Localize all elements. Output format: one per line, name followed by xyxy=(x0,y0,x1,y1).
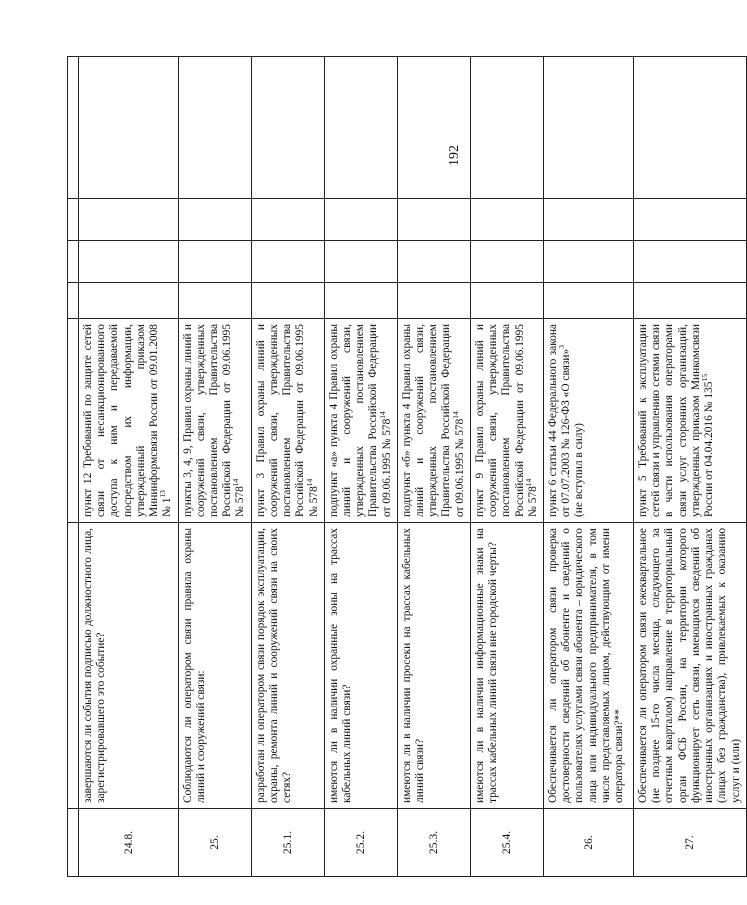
header-cell xyxy=(68,523,79,809)
question-cell: Соблюдаются ли оператором связи правила охраны линий и сооружений связи: xyxy=(178,523,251,809)
note-cell xyxy=(251,57,324,199)
table-header-row xyxy=(68,57,79,877)
answer-cell xyxy=(178,283,251,319)
header-cell xyxy=(68,283,79,319)
table-row xyxy=(634,57,747,877)
question-cell: разработан ли оператором связи порядок эксплуатации, охраны, ремонта линий и сооружений связи на своих сетях? xyxy=(251,523,324,809)
table-row xyxy=(397,57,470,877)
footnote-mark: 13 xyxy=(158,490,168,498)
reference-text: пункт 3 Правил охраны линий и сооружений связи, утвержденных постановлением Правительства Российской Федерации от 09.06.1995 № 578 xyxy=(254,324,320,517)
table-row xyxy=(79,57,179,877)
note-cell xyxy=(79,57,179,199)
row-number: 25.3. xyxy=(397,809,470,877)
footnote-mark: 3 xyxy=(557,345,567,349)
answer-cell xyxy=(634,241,747,283)
answer-cell xyxy=(470,283,543,319)
question-cell: Обеспечивается ли оператором связи проверка достоверности сведений об абоненте и сведений о пользователях услугами связи абонента – юридического лица или индивидуального предпринимателя, в том числе представляемых лицом, действующим от имени оператора связи?** xyxy=(544,523,634,809)
answer-cell xyxy=(178,241,251,283)
checklist-table xyxy=(67,56,747,877)
answer-cell xyxy=(544,283,634,319)
table-row xyxy=(544,57,634,877)
question-cell: имеются ли в наличии информационные знаки на трассах кабельных линий связи вне городской черты? xyxy=(470,523,543,809)
reference-text: пункт 12 Требований по защите сетей связи от несанкционированного доступа к ним и передаваемой посредством их информации, утвержденный приказом Мининформсвязи России от 09.01.2008 № 1 xyxy=(82,324,174,517)
row-number: 25.4. xyxy=(470,809,543,877)
page-number: 192 xyxy=(447,145,462,166)
answer-cell xyxy=(79,199,179,241)
answer-cell xyxy=(634,283,747,319)
note-cell xyxy=(178,57,251,199)
header-cell xyxy=(68,57,79,199)
reference-text: пункты 3, 4, 9, Правил охраны линий и сооружений связи, утвержденных постановлением Правительства Российской Федерации от 09.06.1995 № 578 xyxy=(181,324,247,517)
answer-cell xyxy=(178,199,251,241)
rotated-page xyxy=(67,57,742,877)
row-number: 25. xyxy=(178,809,251,877)
answer-cell xyxy=(397,241,470,283)
reference-note: (не вступил в силу) xyxy=(573,423,586,517)
note-cell xyxy=(324,57,397,199)
reference-cell xyxy=(634,319,747,523)
footnote-mark: 14 xyxy=(304,478,314,487)
footnote-mark: 14 xyxy=(450,411,460,419)
answer-cell xyxy=(397,199,470,241)
question-cell: завершаются ли события подписью должностного лица, зарегистрировавшего это событие? xyxy=(79,523,179,809)
row-number: 25.2. xyxy=(324,809,397,877)
question-cell: Обеспечивается ли оператором связи ежеквартальное (не позднее 15-го числа месяца, следующего за отчетным кварталом) направление в территориальный орган ФСБ России, на территории которого функционирует сеть связи, имеющихся сведений об иностранных организациях и иностранных гражданах (лицах без гражданства), привлекаемых к оказанию услуг и (или) xyxy=(634,523,747,809)
footnote-mark: 15 xyxy=(700,374,710,382)
row-number: 27. xyxy=(634,809,747,877)
question-cell: имеются ли в наличии просеки на трассах кабельных линий связи? xyxy=(397,523,470,809)
reference-cell xyxy=(178,319,251,523)
header-cell xyxy=(68,199,79,241)
answer-cell xyxy=(79,241,179,283)
footnote-mark: 14 xyxy=(523,478,533,487)
header-cell xyxy=(68,809,79,877)
reference-text: подпункт «а» пункта 4 Правил охраны линий и сооружений связи, утвержденных постановлением Правительства Российской Федерации от 09.06.1995 № 578 xyxy=(327,324,393,517)
table-row xyxy=(178,57,251,877)
answer-cell xyxy=(397,283,470,319)
answer-cell xyxy=(324,199,397,241)
reference-cell xyxy=(251,319,324,523)
answer-cell xyxy=(251,199,324,241)
table-row xyxy=(251,57,324,877)
row-number: 24.8. xyxy=(79,809,179,877)
answer-cell xyxy=(324,241,397,283)
question-cell: имеются ли в наличии охранные зоны на трассах кабельных линий связи? xyxy=(324,523,397,809)
answer-cell xyxy=(544,199,634,241)
reference-text: пункт 6 статьи 44 Федерального закона от 07.07.2003 № 126-ФЗ «О связи» xyxy=(547,324,573,517)
table-row xyxy=(324,57,397,877)
header-cell xyxy=(68,319,79,523)
reference-cell xyxy=(324,319,397,523)
reference-cell xyxy=(79,319,179,523)
answer-cell xyxy=(251,283,324,319)
reference-cell xyxy=(544,319,634,523)
footnote-mark: 14 xyxy=(231,478,241,487)
reference-cell xyxy=(470,319,543,523)
answer-cell xyxy=(251,241,324,283)
note-cell xyxy=(470,57,543,199)
note-cell xyxy=(634,57,747,199)
answer-cell xyxy=(324,283,397,319)
table-row xyxy=(470,57,543,877)
row-number: 26. xyxy=(544,809,634,877)
reference-text: пункт 5 Требований к эксплуатации сетей связи и управлению сетями связи в части использования операторами связи услуг сторонних организаций, утвержденных приказом Минкомсвязи России от 04.04.2016 № 135 xyxy=(637,324,716,517)
row-number: 25.1. xyxy=(251,809,324,877)
reference-cell xyxy=(397,319,470,523)
note-cell xyxy=(544,57,634,199)
answer-cell xyxy=(470,241,543,283)
header-cell xyxy=(68,241,79,283)
answer-cell xyxy=(470,199,543,241)
answer-cell xyxy=(79,283,179,319)
note-cell xyxy=(397,57,470,199)
reference-text: подпункт «б» пункта 4 Правил охраны линий и сооружений связи, утвержденных постановлением Правительства Российской Федерации от 09.06.1995 № 578 xyxy=(400,324,466,517)
reference-text: пункт 9 Правил охраны линий и сооружений связи, утвержденных постановлением Правительства Российской Федерации от 09.06.1995 № 578 xyxy=(473,324,539,517)
answer-cell xyxy=(634,199,747,241)
answer-cell xyxy=(544,241,634,283)
footnote-mark: 14 xyxy=(377,411,387,419)
